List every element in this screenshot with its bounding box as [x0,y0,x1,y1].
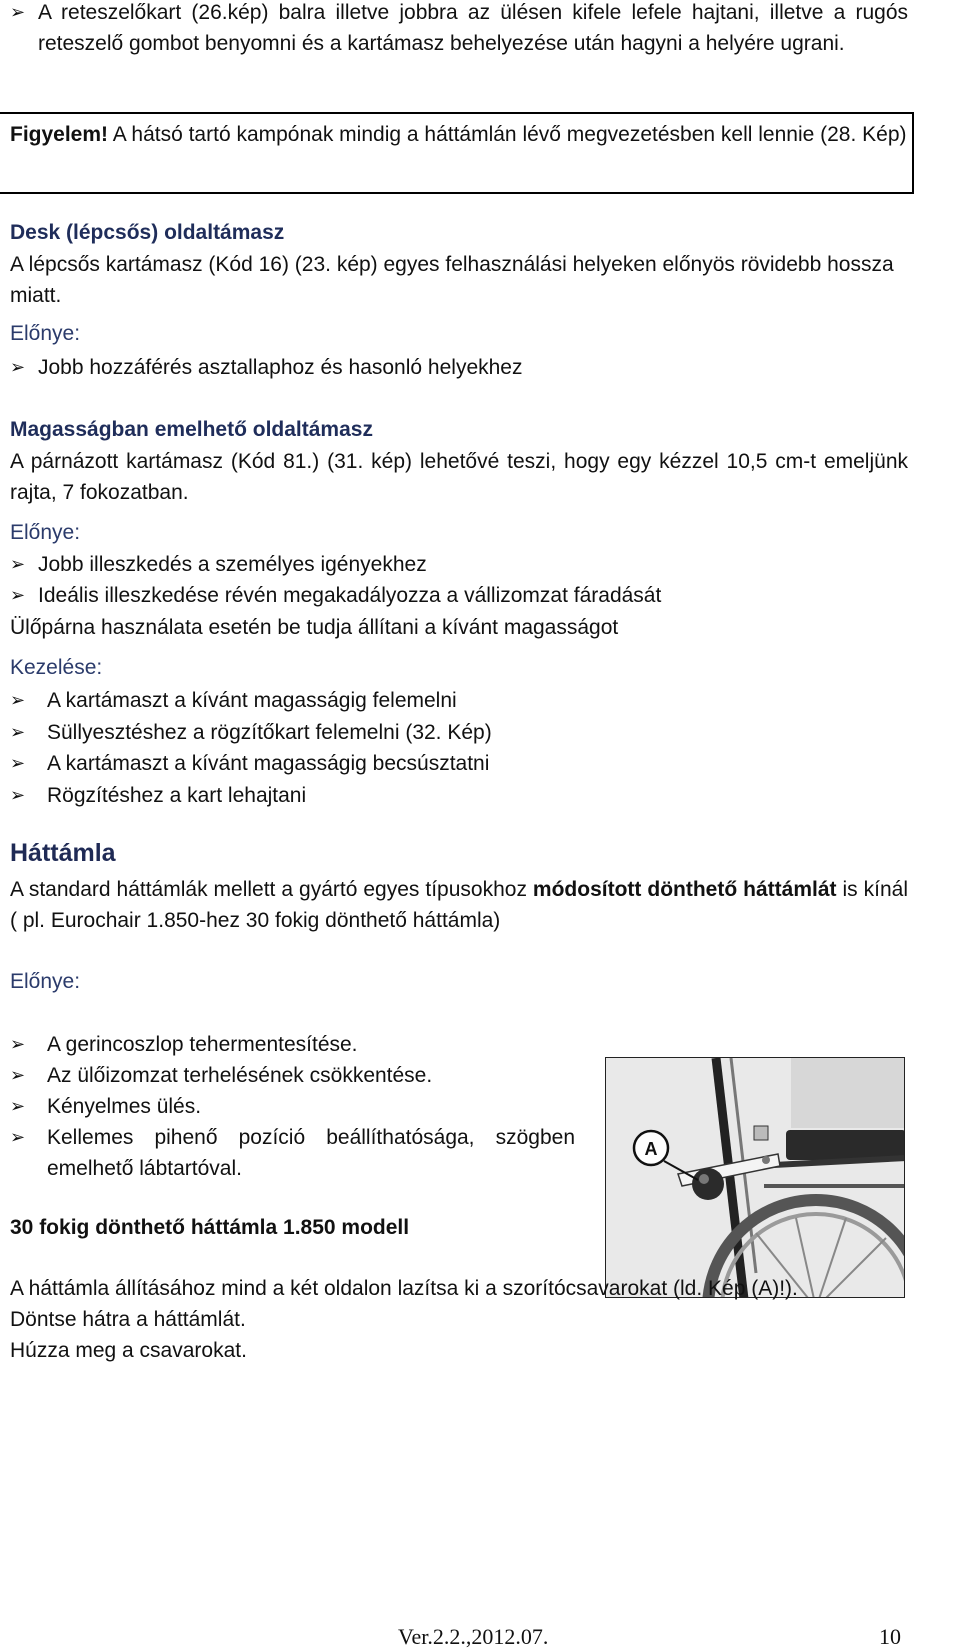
footer-version: Ver.2.2.,2012.07. [398,1624,549,1649]
warning-label: Figyelem! [10,123,109,146]
desk-text: A lépcsős kartámasz (Kód 16) (23. kép) egyes felhasználási helyeken előnyös rövidebb hossza miatt. [10,253,894,307]
handling-label: Kezelése: [10,656,103,679]
list-item: ➢ A kartámaszt a kívánt magasságig becsúsztatni [10,748,908,779]
arrow-bullet-icon: ➢ [10,690,26,710]
retesz-bullet [10,0,908,59]
model-heading: 30 fokig dönthető háttámla 1.850 modell [10,1216,410,1239]
model-line-3: Húzza meg a csavarokat. [10,1339,247,1362]
list-item: ➢ Kellemes pihenő pozíció beállíthatósága, szögben emelhető lábtartóval. [10,1122,575,1184]
list-item: ➢ Jobb hozzáférés asztallaphoz és hasonló helyekhez [10,352,908,383]
arrow-bullet-icon: ➢ [10,785,26,805]
backrest-advantage-label: Előnye: [10,970,81,993]
list-item: ➢ A gerincoszlop tehermentesítése. [10,1029,575,1060]
height-advantage-label: Előnye: [10,521,81,544]
retesz-text: A reteszelőkart (26.kép) balra illetve jobbra az ülésen kifele lefele hajtani, illetve a rugós reteszelő gombot benyomni és a kartámasz behelyezése után hagyni a helyére ugrani. [38,1,908,55]
backrest-heading: Háttámla [10,839,116,867]
arrow-bullet-icon: ➢ [10,1065,26,1085]
desk-heading: Desk (lépcsős) oldaltámasz [10,221,285,244]
model-line-2: Döntse hátra a háttámlát. [10,1308,246,1331]
wheelchair-backrest-photo [605,1057,905,1298]
arrow-bullet-icon: ➢ [10,1127,26,1147]
warning-text [10,119,908,150]
arrow-bullet-icon: ➢ [10,2,26,22]
arrow-bullet-icon: ➢ [10,722,26,742]
list-item: ➢ Rögzítéshez a kart lehajtani [10,780,908,811]
backrest-text: A standard háttámlák mellett a gyártó egyes típusokhoz módosított dönthető háttámlát is kínál ( pl. Eurochair 1.850-hez 30 fokig dönthető háttámla) [10,878,908,932]
list-item: ➢ Jobb illeszkedés a személyes igényekhez [10,549,908,580]
height-heading: Magasságban emelhető oldaltámasz [10,418,373,441]
model-line-1: A háttámla állításához mind a két oldalon lazítsa ki a szorítócsavarokat (ld. Kép (A)!). [10,1277,798,1300]
arrow-bullet-icon: ➢ [10,585,26,605]
height-text: A párnázott kartámasz (Kód 81.) (31. kép) lehetővé teszi, hogy egy kézzel 10,5 cm-t emeljünk rajta, 7 fokozatban. [10,450,908,504]
arrow-bullet-icon: ➢ [10,1034,26,1054]
list-item: ➢ A kartámaszt a kívánt magasságig felemelni [10,685,908,716]
footer-page-number: 10 [879,1624,901,1649]
arrow-bullet-icon: ➢ [10,753,26,773]
list-item: ➢ Kényelmes ülés. [10,1091,575,1122]
list-item: ➢ Az ülőizomzat terhelésének csökkentése. [10,1060,575,1091]
wheelchair-illustration [606,1058,905,1298]
list-item: ➢ Süllyesztéshez a rögzítőkart felemelni (32. Kép) [10,717,908,748]
backrest-emphasis: módosított dönthető háttámlát [532,878,837,901]
height-extra-line: Ülőpárna használata esetén be tudja állítani a kívánt magasságot [10,616,619,639]
arrow-bullet-icon: ➢ [10,1096,26,1116]
arrow-bullet-icon: ➢ [10,554,26,574]
photo-label-a: A [644,1139,658,1159]
list-item: ➢ Ideális illeszkedése révén megakadályozza a vállizomzat fáradását [10,580,908,611]
arrow-bullet-icon: ➢ [10,357,26,377]
desk-advantage-label: Előnye: [10,322,81,345]
warning-body: A hátsó tartó kampónak mindig a háttámlán lévő megvezetésben kell lennie (28. Kép) [108,123,907,146]
